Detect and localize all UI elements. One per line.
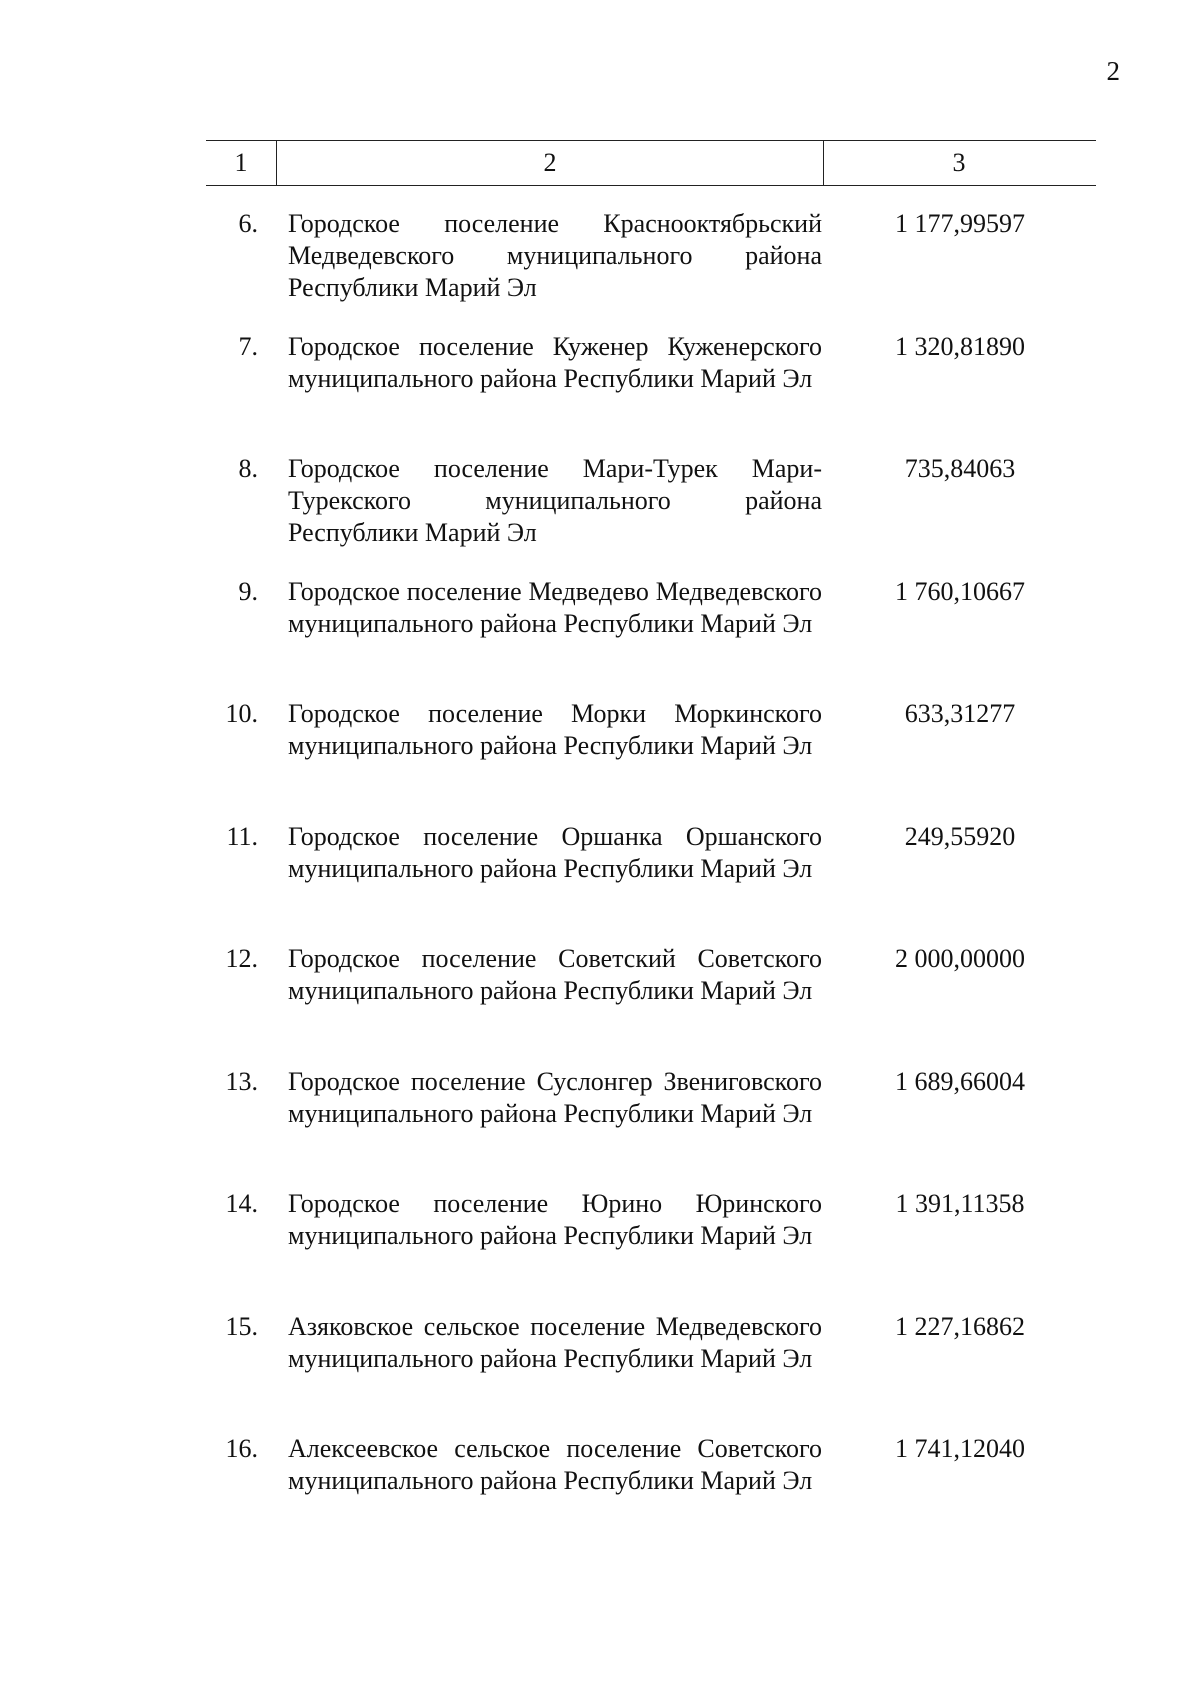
column-header-3: 3 — [952, 148, 966, 177]
settlement-name: Городское поселение Куженер Куженерского муниципального района Республики Марий Эл — [288, 331, 822, 393]
amount-value: 735,84063 — [904, 454, 1016, 483]
settlement-name: Городское поселение Оршанка Оршанского муниципального района Республики Марий Эл — [288, 821, 822, 883]
amount-value: 2 000,00000 — [895, 944, 1025, 973]
amount-value: 1 760,10667 — [895, 576, 1025, 606]
row-number: 12. — [225, 944, 258, 973]
column-header-2: 2 — [276, 141, 824, 185]
settlement-name: Городское поселение Медведево Медведевского муниципального района Республики Марий Эл — [288, 576, 822, 638]
row-number: 13. — [225, 1066, 258, 1096]
table-row — [206, 1311, 1096, 1434]
amount-value: 633,31277 — [904, 699, 1016, 728]
table-row — [206, 331, 1096, 454]
row-number: 8. — [238, 454, 258, 483]
settlement-name: Городское поселение Мари-Турек Мари-Турекского муниципального района Республики Марий Эл — [288, 454, 822, 547]
settlement-name: Городское поселение Краснооктябрьский Медведевского муниципального района Республики Марий Эл — [288, 209, 822, 302]
table-row — [206, 576, 1096, 699]
table-row — [206, 208, 1096, 331]
table-row — [206, 453, 1096, 576]
row-number: 6. — [238, 209, 258, 238]
settlement-name: Городское поселение Юрино Юринского муниципального района Республики Марий Эл — [288, 1189, 822, 1250]
amount-value: 1 320,81890 — [895, 331, 1025, 361]
amount-value: 1 177,99597 — [895, 209, 1025, 238]
amount-value: 1 227,16862 — [895, 1311, 1025, 1341]
table-header — [206, 140, 1096, 186]
table-row — [206, 943, 1096, 1066]
table-row — [206, 1433, 1096, 1556]
table-row — [206, 1188, 1096, 1311]
row-number: 7. — [238, 331, 258, 361]
column-header-1: 1 — [234, 148, 248, 177]
page-number: 2 — [1106, 56, 1120, 86]
row-number: 10. — [225, 699, 258, 728]
table-row — [206, 1066, 1096, 1189]
amount-value: 1 689,66004 — [895, 1066, 1025, 1096]
table-row — [206, 821, 1096, 944]
settlement-name: Городское поселение Морки Моркинского муниципального района Республики Марий Эл — [288, 699, 822, 760]
amount-value: 1 741,12040 — [895, 1434, 1025, 1463]
settlement-name: Городское поселение Советский Советского муниципального района Республики Марий Эл — [288, 944, 822, 1005]
table-body — [206, 208, 1096, 1556]
settlement-name: Алексеевское сельское поселение Советского муниципального района Республики Марий Эл — [288, 1434, 822, 1495]
row-number: 14. — [225, 1189, 258, 1218]
row-number: 16. — [225, 1434, 258, 1463]
amount-value: 249,55920 — [904, 821, 1016, 851]
row-number: 15. — [225, 1311, 258, 1341]
table-row — [206, 698, 1096, 821]
amount-value: 1 391,11358 — [895, 1189, 1025, 1218]
row-number: 11. — [226, 821, 258, 851]
row-number: 9. — [238, 576, 258, 606]
settlement-name: Азяковское сельское поселение Медведевского муниципального района Республики Марий Эл — [288, 1311, 822, 1373]
settlement-name: Городское поселение Суслонгер Звениговского муниципального района Республики Марий Эл — [288, 1066, 822, 1128]
